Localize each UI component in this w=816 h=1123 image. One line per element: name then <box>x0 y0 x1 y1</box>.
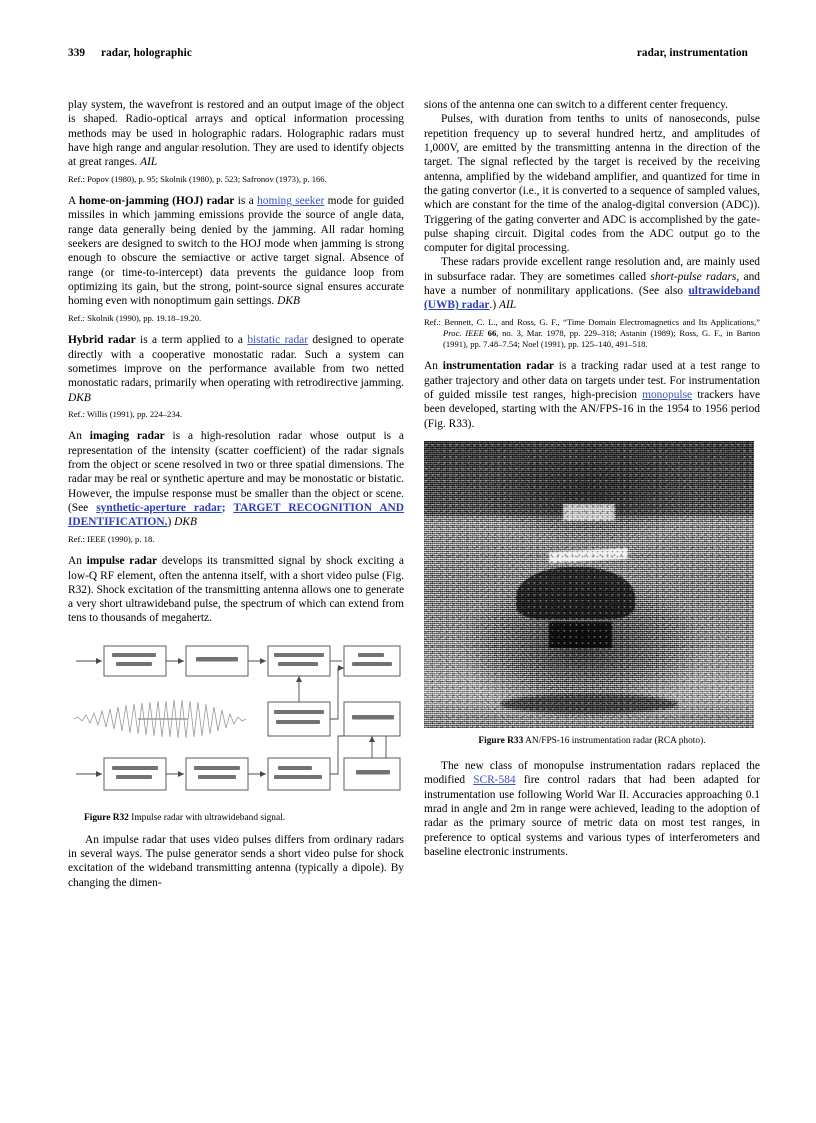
photo-dither-texture <box>424 441 754 728</box>
entry-term-hybrid-radar: Hybrid radar <box>68 334 136 347</box>
reference-line-3: (1989); Ross, G. F., in Barton (1991), pp. 7.48–7.54; Noel (1991), pp. <box>443 328 760 349</box>
figure-r33-caption <box>424 735 760 747</box>
entry-term-imaging-radar: imaging radar <box>89 430 165 443</box>
paragraph-impulse-radar-continued <box>68 833 404 890</box>
reference-volume: 66 <box>487 328 497 339</box>
continued-text: sions of the antenna one can switch to a different center frequency. <box>424 99 728 111</box>
figure-r33-number: Figure R33 <box>478 735 524 746</box>
reference-imaging <box>68 534 404 545</box>
reference-text: Ref.: IEEE (1990), p. 18. <box>68 534 155 545</box>
reference-holographic <box>68 174 404 185</box>
left-column <box>68 98 404 890</box>
figure-r32-caption-text: Impulse radar with ultrawideband signal. <box>128 812 286 823</box>
reference-journal-name: Proc. IEEE <box>443 328 488 339</box>
impulse2-text: An impulse radar that uses video pulses differs from ordinary radars in several ways. The pulse generator sends a short video pulse for shock excitation of the wideband transmitting antenna (typically a dipole). By changing the dimen- <box>68 833 404 889</box>
reference-line-2-rest: , no. 3, Mar. 1978, pp. 229–318; Astanin <box>496 328 647 339</box>
xref-scr-584[interactable]: SCR-584 <box>473 774 516 787</box>
hoj-body-text: mode for guided missiles in which jamming emissions provide the source of angle data, range data generally being denied by the jamming. All radar homing seekers are designed to switch to the HOJ mode when jamming is strong enough to obscure the semiactive or active target signal. Absence of range (or time-to-intercept) data prevents the guidance loop from optimizing its gain, but the strong, point-source signal ensures accurate homing even with nonoptimum gain settings. <box>68 195 404 308</box>
figure-r32-block-diagram <box>68 640 404 805</box>
xref-separator: ; <box>221 501 234 514</box>
italic-term-short-pulse-radars: short-pulse radars <box>650 270 737 283</box>
reference-text: Ref.: Skolnik (1990), pp. 19.18–19.20. <box>68 313 202 324</box>
xref-bistatic-radar[interactable]: bistatic radar <box>247 334 308 347</box>
contributor-initials: DKB <box>277 295 300 308</box>
impulse-lead-a: An <box>68 555 87 568</box>
xref-homing-seeker[interactable]: homing seeker <box>257 195 325 208</box>
contributor-initials: AIL <box>499 299 517 312</box>
imaging-tail: ) <box>167 516 175 529</box>
figure-r33-photograph <box>424 441 754 728</box>
xref-ultrawideband-uwb-radar[interactable]: ultrawideband (UWB) radar <box>424 285 760 312</box>
imaging-lead-a: An <box>68 430 90 443</box>
reference-line-1: Ref.: Bennett, C. L., and Ross, G. F., “Time Domain Electromagnetics and Its <box>424 317 708 328</box>
reference-text: Ref.: Popov (1980), p. 95; Skolnik (1980), p. 523; Safronov (1973), p. 166. <box>68 174 327 185</box>
paragraph-hybrid-radar <box>68 333 404 405</box>
reference-hybrid <box>68 409 404 420</box>
figure-r32-number: Figure R32 <box>84 812 129 823</box>
reference-line-2: Applications,” <box>710 317 760 328</box>
contributor-initials: DKB <box>68 391 91 404</box>
paragraph-holographic-radar <box>68 98 404 170</box>
paragraph-impulse-radar <box>68 554 404 626</box>
paragraph-imaging-radar <box>68 429 404 529</box>
xref-monopulse[interactable]: monopulse <box>642 389 693 402</box>
paragraph-instrumentation-radar <box>424 359 760 431</box>
hybrid-lead: is a term applied to a <box>135 334 248 347</box>
hybrid-body-text: designed to operate directly with a cooperative monostatic radar. Such a system can sometimes improve on the performance available from two netted monostatic radars, primarily when operating with retrodirective jamming. <box>68 334 404 390</box>
instr-tail: trackers have been developed, starting with the AN/FPS-16 in the 1954 to 1956 period (Fig. R33). <box>424 389 760 430</box>
reference-impulse-radar <box>424 317 760 350</box>
imaging-body-text: is a high-resolution radar whose output is a representation of the intensity (scatter coefficient) of the radar signals from the object or scene resolved in two or three spatial dimensions. The radar may be real or synthetic aperture and may be monostatic or bistatic. However, the impulse response must be smaller than the object or scene. (See <box>68 430 404 514</box>
paragraph-new-class-monopulse <box>424 759 760 859</box>
reference-line-4: 125–140, 491–518. <box>580 339 648 349</box>
xref-synthetic-aperture-radar[interactable]: synthetic-aperture radar <box>96 501 222 514</box>
contributor-initials: DKB <box>174 516 197 529</box>
paragraph-continued-from-left <box>424 98 760 112</box>
reference-hoj <box>68 313 404 324</box>
figure-r32-caption <box>68 812 404 824</box>
holographic-text: play system, the wavefront is restored and an output image of the object is shaped. Radio-optical arrays and optical information processing methods may be used in holographic radars. Holographic radars must have high range and angular resolution. They are used to identify objects at great ranges. <box>68 99 404 169</box>
reference-text: Ref.: Willis (1991), pp. 224–234. <box>68 409 183 420</box>
entry-term-impulse-radar: impulse radar <box>86 555 158 568</box>
these-radars-tail: .) <box>489 299 499 312</box>
xref-target-recognition-and-identification[interactable]: TARGET RECOGNITION AND IDENTIFICATION. <box>68 501 405 529</box>
instr-lead-a: An <box>424 360 443 373</box>
block-diagram-svg <box>68 640 404 805</box>
running-head <box>68 47 748 63</box>
entry-term-hoj-radar: home-on-jamming (HOJ) radar <box>78 195 235 208</box>
these-radars-text-a: These radars provide excellent range resolution and, are mainly used in subsurface radar. They are sometimes called <box>424 256 760 283</box>
hoj-lead-a: A <box>68 195 79 208</box>
running-head-right-title: radar, instrumentation <box>636 47 748 59</box>
these-radars-text-b: , and have a number of nonmilitary applications. (See also <box>424 270 760 298</box>
entry-term-instrumentation-radar: instrumentation radar <box>442 360 554 373</box>
contributor-initials: AIL <box>140 156 158 169</box>
right-column <box>424 98 760 859</box>
paragraph-these-radars <box>424 255 760 312</box>
page-folio-number: 339 <box>68 47 86 59</box>
pulses-text: Pulses, with duration from tenths to units of nanoseconds, pulse repetition frequency up to several hundred hertz, and amplitudes of 1,000V, are emitted by the transmitting antenna in the direction of the target. The signal reflected by the target is received by the receiving antenna, amplified by the wideband amplifier, and quantized for time in the gating convertor (i.e., it is converted to a sequence of sampled values, which are constant for the time of the analog-digital conversion (ADC)). Triggering of the gating converter and ADC is accomplished by the gate-pulse shaping circuit. Digital codes from the ADC output go to the computer for digital processing. <box>424 113 760 255</box>
impulse-body-text: develops its transmitted signal by shock exciting a low-Q RF element, often the antenna itself, with a short video pulse (Fig. R32). Shock excitation of the transmitting antenna allows one to generate a very short ultrawideband pulse, the spectrum of which can extend from tens to thousands of megahertz. <box>68 555 404 625</box>
figure-r33-caption-text: AN/FPS-16 instrumentation radar (RCA photo). <box>523 735 706 746</box>
newclass-text-b: fire control radars that had been adapted for instrumentation use following World War II. Accuracies approaching 0.1 mrad in angle and 2m in range were achieved, leading to the adoption of radar as the primary source of metric data on most test ranges, in preference to optical systems and various types of interferometers and baseline electronic instruments. <box>424 774 760 858</box>
instr-body-text: is a tracking radar used at a test range to gather trajectory and other data on targets under test. For instrumentation of guided missile test ranges, high-precision <box>424 360 760 402</box>
running-head-left-title: radar, holographic <box>101 47 192 59</box>
newclass-text-a: The new class of monopulse instrumentation radars replaced the modified <box>424 759 760 787</box>
paragraph-home-on-jamming-radar <box>68 194 404 309</box>
paragraph-pulses <box>424 112 760 255</box>
hoj-lead-b: is a <box>234 195 258 208</box>
